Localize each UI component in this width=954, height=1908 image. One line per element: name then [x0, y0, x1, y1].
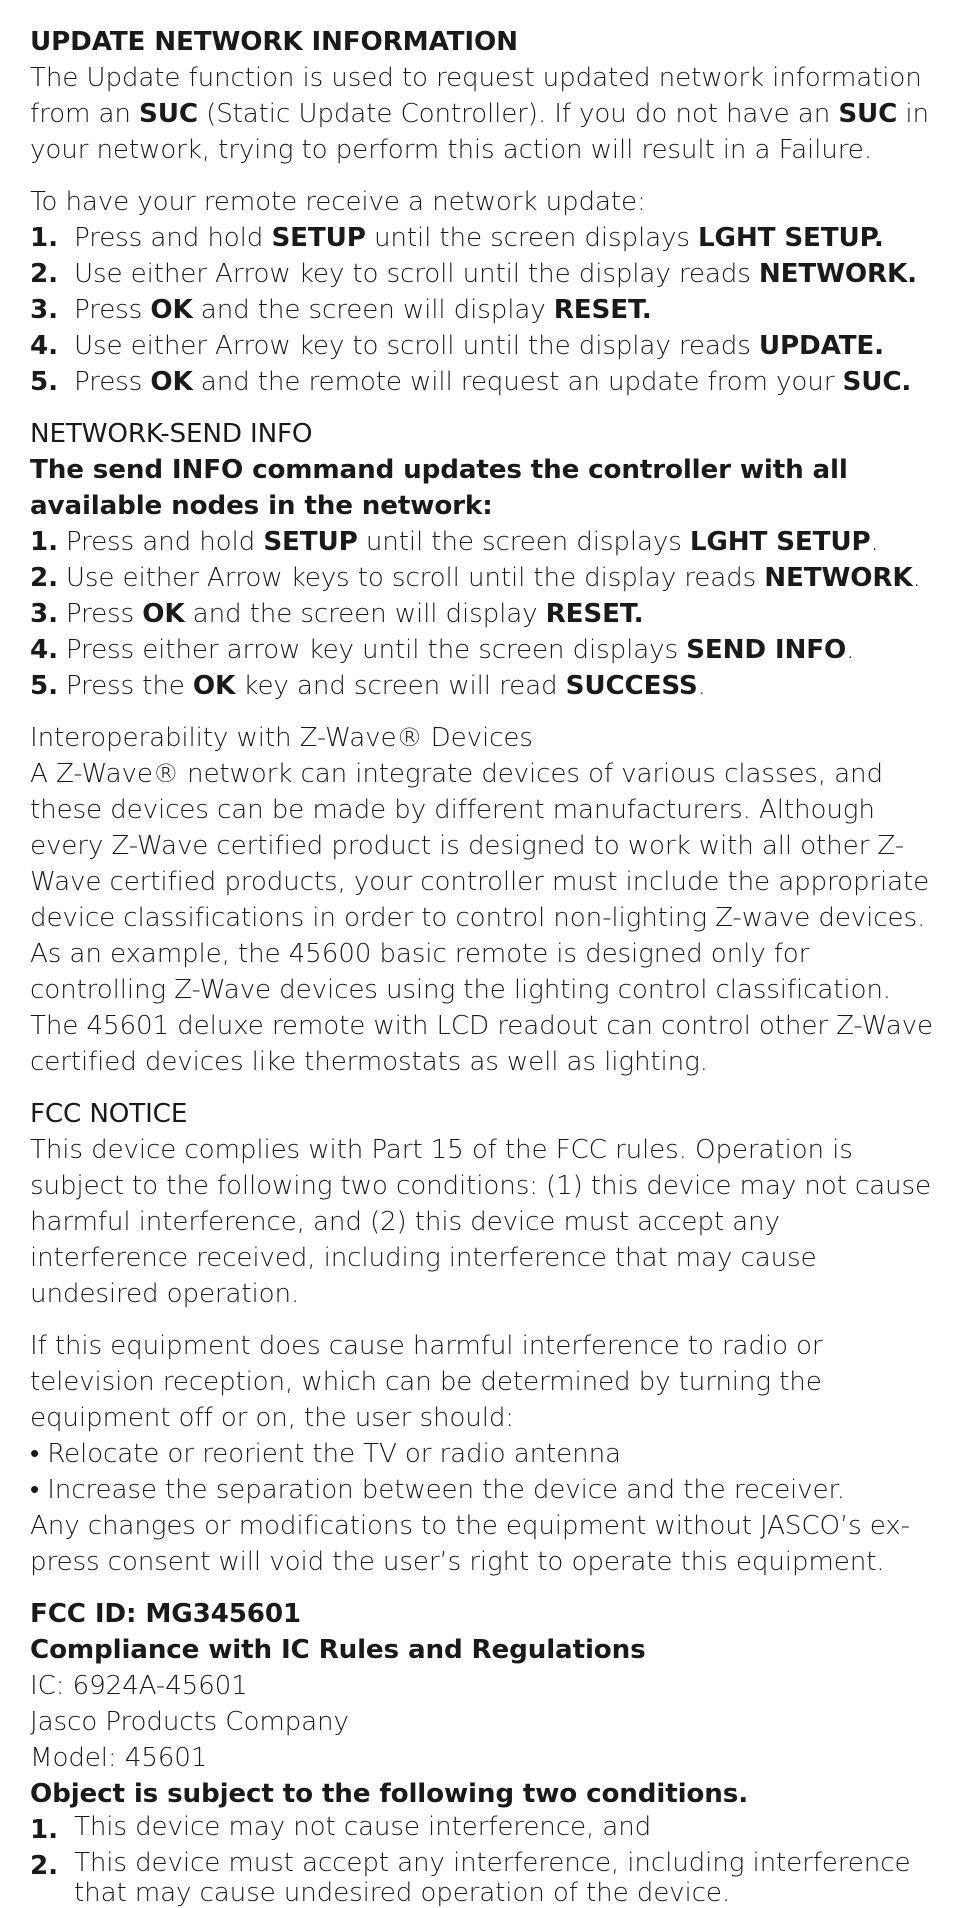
ic-section: [30, 1596, 940, 1908]
emphasis-text: LGHT SETUP.: [698, 223, 884, 253]
list-item: [30, 668, 940, 704]
step-text: [66, 668, 940, 704]
body-text: Press either arrow key until the screen displays: [65, 635, 687, 665]
emphasis-text: SUC.: [842, 367, 912, 397]
emphasis-text: SETUP: [263, 527, 358, 557]
model-number: Model: 45601: [30, 1743, 208, 1773]
update-heading: UPDATE NETWORK INFORMATION: [30, 27, 518, 57]
conditions-heading: Object is subject to the following two conditions.: [30, 1779, 748, 1809]
update-steps: [30, 220, 940, 400]
send-heading: NETWORK-SEND INFO: [30, 419, 313, 449]
step-text: [66, 596, 940, 632]
list-item: [30, 632, 940, 668]
list-item: [30, 220, 940, 256]
body-text: Use either Arrow key to scroll until the display reads: [74, 259, 759, 289]
body-text: key and screen will read: [235, 671, 566, 701]
list-item: [30, 1812, 940, 1848]
condition-text: This device must accept any interference, including interference that may cause undesired operation of the device.: [74, 1848, 911, 1908]
fcc-section: [30, 1096, 940, 1580]
emphasis-text: OK: [142, 599, 185, 629]
body-text: .: [846, 635, 855, 665]
body-text: in your network, trying to perform this action will result in a Failure.: [30, 99, 929, 165]
send-info-section: [30, 416, 940, 704]
emphasis-text: OK: [192, 671, 236, 701]
emphasis-text: LGHT SETUP: [689, 527, 871, 557]
fcc-heading: FCC NOTICE: [30, 1099, 188, 1129]
list-item: [30, 560, 940, 596]
step-number: 2.: [30, 259, 58, 289]
step-number: 3.: [30, 599, 58, 629]
step-number: 1.: [30, 527, 58, 557]
emphasis-text: SUC: [139, 99, 198, 129]
body-text: .: [870, 527, 879, 557]
update-lead: To have your remote receive a network update:: [30, 187, 646, 217]
body-text: .: [912, 563, 921, 593]
emphasis-text: OK: [150, 367, 193, 397]
list-item: [30, 328, 940, 364]
step-number: 2.: [30, 563, 58, 593]
list-item: [30, 292, 940, 328]
step-text: [66, 524, 940, 560]
step-text: [74, 292, 940, 328]
body-text: .: [697, 671, 706, 701]
interop-body: A Z-Wave® network can integrate devices of various classes, and these devices can be made by different manufacturers. Although every Z-Wave certified product is designed to work with all other Z-Wave certified products, your controller must include the appropriate device classifications in order to control non-lighting Z-wave devices. As an example, the 45600 basic remote is designed only for controlling Z-Wave devices using the lighting control classification. The 45601 deluxe remote with LCD readout can control other Z-Wave certified devices like thermostats as well as lighting.: [30, 759, 933, 1077]
step-number: 5.: [30, 671, 58, 701]
condition-number: 1.: [30, 1815, 58, 1845]
fcc-paragraph-2: If this equipment does cause harmful interference to radio or television reception, which can be determined by turning the equipment off or on, the user should:: [30, 1331, 823, 1433]
emphasis-text: OK: [150, 295, 193, 325]
fcc-bullet-1: • Relocate or reorient the TV or radio antenna: [30, 1439, 621, 1469]
body-text: Use either Arrow keys to scroll until the display reads: [65, 563, 765, 593]
company-name: Jasco Products Company: [30, 1707, 349, 1737]
emphasis-text: SETUP: [271, 223, 366, 253]
step-text: [74, 328, 940, 364]
emphasis-text: NETWORK: [764, 563, 913, 593]
fcc-paragraph-3: Any changes or modifications to the equipment without JASCO’s ex-press consent will void the user’s right to operate this equipment.: [30, 1511, 910, 1577]
condition-text: This device may not cause interference, and: [74, 1812, 652, 1842]
condition-number: 2.: [30, 1851, 58, 1881]
body-text: until the screen displays: [357, 527, 690, 557]
ic-conditions: [30, 1812, 940, 1908]
body-text: Use either Arrow key to scroll until the display reads: [74, 331, 759, 361]
ic-compliance-heading: Compliance with IC Rules and Regulations: [30, 1635, 646, 1665]
list-item: [30, 1848, 940, 1908]
body-text: The Update function is used to request updated network information from an: [30, 63, 922, 129]
emphasis-text: UPDATE.: [758, 331, 884, 361]
body-text: Press and hold: [65, 527, 264, 557]
emphasis-text: RESET.: [553, 295, 652, 325]
step-number: 4.: [30, 635, 58, 665]
emphasis-text: NETWORK.: [758, 259, 917, 289]
body-text: and the remote will request an update from your: [192, 367, 843, 397]
send-subheading: The send INFO command updates the controller with all available nodes in the network:: [30, 455, 848, 521]
step-text: [74, 256, 940, 292]
body-text: and the screen will display: [192, 295, 554, 325]
step-text: [74, 220, 940, 256]
body-text: Press and hold: [74, 223, 272, 253]
step-text: [66, 632, 940, 668]
list-item: [30, 364, 940, 400]
update-intro: [30, 60, 940, 168]
body-text: and the screen will display: [184, 599, 546, 629]
step-number: 3.: [30, 295, 58, 325]
body-text: Press the: [65, 671, 193, 701]
fcc-bullet-2: • Increase the separation between the device and the receiver.: [30, 1475, 845, 1505]
emphasis-text: RESET.: [545, 599, 644, 629]
list-item: [30, 596, 940, 632]
emphasis-text: SUCCESS: [565, 671, 698, 701]
list-item: [30, 524, 940, 560]
step-text: [66, 560, 940, 596]
send-steps: [30, 524, 940, 704]
update-network-section: [30, 24, 940, 400]
emphasis-text: SUC: [838, 99, 898, 129]
body-text: Press: [74, 367, 151, 397]
list-item: [30, 256, 940, 292]
fcc-id: FCC ID: MG345601: [30, 1599, 301, 1629]
fcc-paragraph-1: This device complies with Part 15 of the FCC rules. Operation is subject to the following two conditions: (1) this device may not cause harmful interference, and (2) this device must accept any interference received, including interference that may cause undesired operation.: [30, 1135, 931, 1309]
body-text: until the screen displays: [365, 223, 699, 253]
step-number: 1.: [30, 223, 58, 253]
step-number: 5.: [30, 367, 58, 397]
body-text: Press: [65, 599, 143, 629]
body-text: (Static Update Controller). If you do not have an: [197, 99, 839, 129]
interop-heading: Interoperability with Z-Wave® Devices: [30, 723, 533, 753]
ic-number: IC: 6924A-45601: [30, 1671, 248, 1701]
step-text: [74, 364, 940, 400]
interop-section: [30, 720, 940, 1080]
emphasis-text: SEND INFO: [686, 635, 847, 665]
body-text: Press: [74, 295, 151, 325]
step-number: 4.: [30, 331, 58, 361]
